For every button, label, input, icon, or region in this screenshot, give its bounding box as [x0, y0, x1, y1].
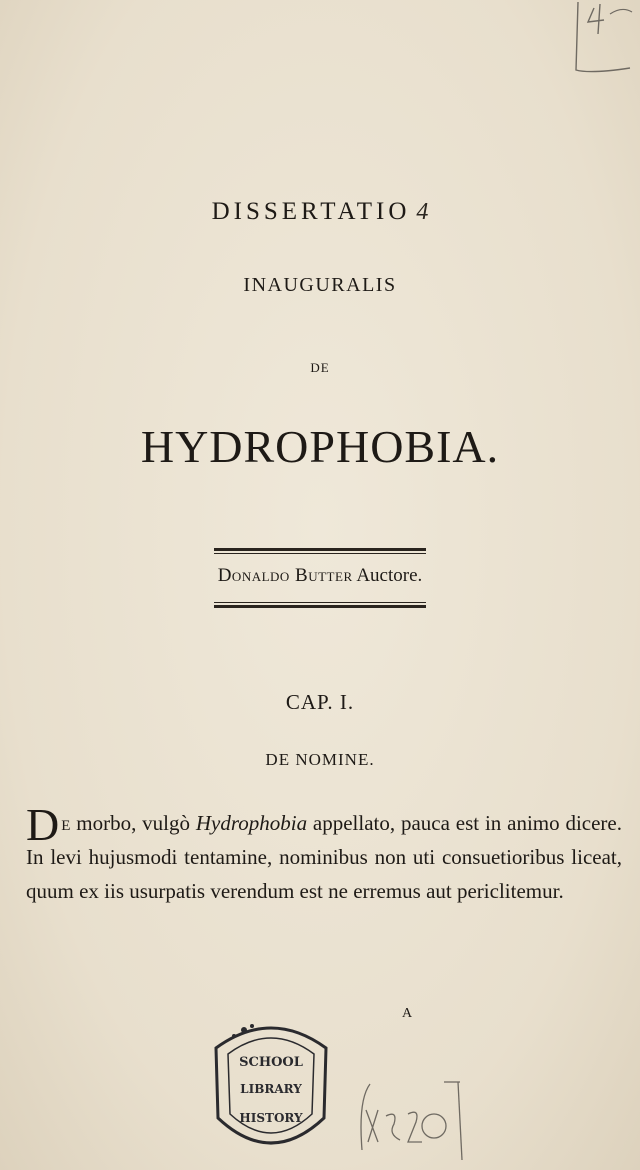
chapter-heading: CAP. I. — [285, 690, 355, 714]
double-rule-top-thin — [214, 553, 426, 554]
text-before-italic: morbo, vulgò — [70, 811, 196, 835]
pencil-annotation-bottom — [348, 1080, 518, 1170]
handwritten-number: 4 — [416, 199, 429, 225]
double-rule-bottom-thick — [214, 605, 426, 608]
stamp-text-top: SCHOOL — [239, 1055, 303, 1070]
double-rule-bottom-thin — [214, 602, 426, 603]
author-name: Donaldo Butter — [217, 565, 353, 586]
double-rule-top-thick — [214, 548, 426, 551]
text-after-italic: appellato, pauca est in animo dicere. In levi hujusmodi tentamine, nominibus non uti consuetioribus liceat, quum ex iis usurpatis verendum est ne erremus aut periclitemur. — [26, 811, 623, 903]
author-line — [0, 565, 640, 587]
title-dissertatio-text: DISSERTATIO — [211, 198, 411, 225]
chapter-subheading: DE NOMINE. — [265, 750, 375, 769]
title-line-inauguralis: INAUGURALIS — [243, 274, 397, 296]
stamp-text-middle: LIBRARY — [240, 1082, 302, 1096]
italic-term: Hydrophobia — [195, 811, 308, 835]
stamp-text-bottom: HISTORY — [239, 1111, 303, 1125]
title-line-dissertatio — [0, 198, 640, 226]
first-word-rest: e — [61, 811, 71, 835]
body-paragraph — [26, 799, 623, 908]
title-line-de: DE — [310, 360, 330, 375]
drop-cap: D — [26, 799, 60, 850]
signature-mark: A — [402, 1006, 413, 1021]
library-stamp-icon — [196, 1018, 346, 1158]
author-role: Auctore. — [356, 565, 423, 586]
title-hydrophobia: HYDROPHOBIA. — [140, 421, 500, 472]
pencil-annotation-top — [570, 0, 640, 80]
